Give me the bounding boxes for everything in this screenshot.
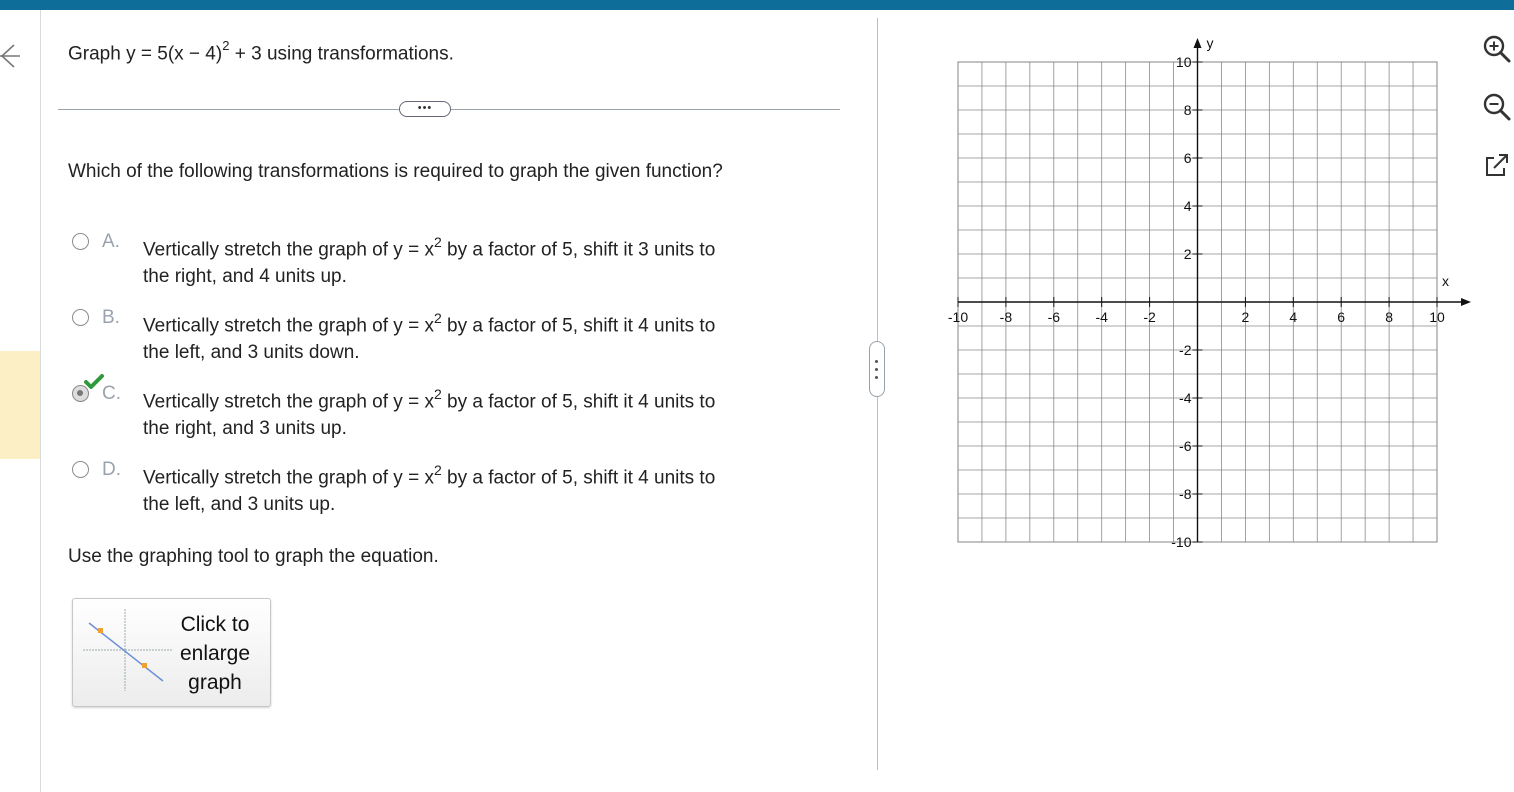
y-axis-label: y — [1206, 35, 1214, 51]
question-text: Graph $y = 5(x - 4)^2 + 3$ using transformations. — [68, 38, 454, 65]
x-tick-label: -10 — [947, 309, 969, 325]
y-axis-arrow — [1194, 38, 1202, 48]
divider-handle[interactable] — [869, 341, 885, 397]
option-letter: D. — [102, 459, 121, 480]
y-tick-label: 4 — [1183, 198, 1192, 214]
y-tick-label: -8 — [1179, 486, 1192, 502]
option-a[interactable] — [68, 230, 848, 290]
x-tick-label: 6 — [1337, 309, 1346, 325]
top-bar — [0, 0, 1514, 10]
x-axis-label: x — [1442, 273, 1449, 289]
radio-a[interactable] — [72, 233, 89, 250]
option-letter: C. — [102, 383, 121, 404]
coordinate-graph[interactable] — [930, 28, 1449, 558]
zoom-out-icon[interactable] — [1480, 90, 1512, 122]
x-tick-label: -6 — [1047, 309, 1061, 325]
instruction-text: Use the graphing tool to graph the equation. — [68, 546, 439, 567]
left-border — [40, 10, 41, 792]
y-tick-label: 10 — [1175, 54, 1192, 70]
y-tick-label: -6 — [1179, 438, 1192, 454]
x-tick-label: 4 — [1289, 309, 1298, 325]
option-c[interactable] — [68, 382, 848, 442]
more-button[interactable]: ••• — [399, 101, 451, 117]
option-letter: A. — [102, 231, 120, 252]
back-arrow-icon[interactable] — [0, 42, 26, 72]
selected-answer-highlight — [0, 351, 40, 459]
option-letter: B. — [102, 307, 120, 328]
checkmark-icon — [84, 374, 104, 390]
y-tick-label: 8 — [1183, 102, 1192, 118]
option-d[interactable] — [68, 458, 848, 518]
option-b[interactable] — [68, 306, 848, 366]
x-tick-label: 10 — [1429, 309, 1445, 325]
x-tick-label: 2 — [1241, 309, 1250, 325]
option-text: Vertically stretch the graph of $y = x^2$ by a factor of 5, shift it 4 units to the right, and 3 units up. — [143, 386, 716, 440]
x-axis-arrow — [1461, 298, 1471, 306]
radio-d[interactable] — [72, 461, 89, 478]
enlarge-label: Click to enlarge graph — [179, 613, 251, 694]
radio-b[interactable] — [72, 309, 89, 326]
open-new-window-icon[interactable] — [1480, 150, 1512, 182]
x-tick-label: -2 — [1143, 309, 1156, 325]
x-tick-label: 8 — [1385, 309, 1393, 325]
y-tick-label: -2 — [1179, 342, 1192, 358]
y-tick-label: 2 — [1183, 246, 1192, 262]
zoom-in-icon[interactable] — [1480, 32, 1512, 64]
enlarge-graph-button[interactable] — [72, 598, 271, 707]
graph-thumbnail-icon — [83, 609, 173, 691]
y-tick-label: 6 — [1183, 150, 1192, 166]
y-tick-label: -10 — [1171, 534, 1192, 550]
option-text: Vertically stretch the graph of $y = x^2$ by a factor of 5, shift it 3 units to the right, and 4 units up. — [143, 234, 716, 288]
x-tick-label: -4 — [1095, 309, 1108, 325]
y-tick-label: -4 — [1179, 390, 1192, 406]
option-text: Vertically stretch the graph of $y = x^2$ by a factor of 5, shift it 4 units to the left, and 3 units down. — [143, 310, 716, 364]
option-text: Vertically stretch the graph of $y = x^2$ by a factor of 5, shift it 4 units to the left, and 3 units up. — [143, 462, 716, 516]
x-tick-label: -8 — [999, 309, 1013, 325]
prompt-text: Which of the following transformations is required to graph the given function? — [68, 161, 723, 182]
